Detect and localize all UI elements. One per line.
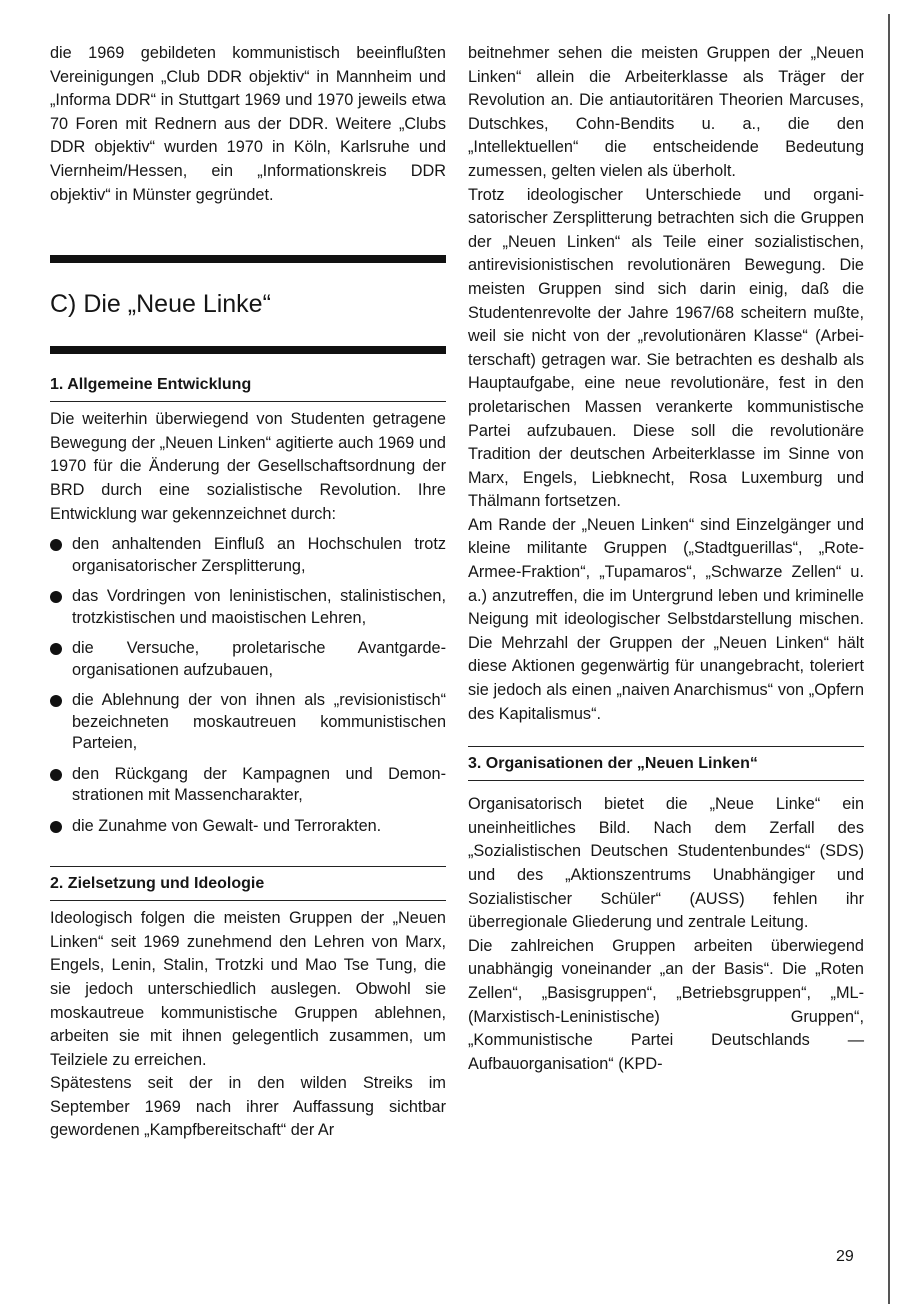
bullet-icon [50, 821, 62, 833]
paragraph-organisationen-1: Organisatorisch bietet die „Neue Linke“ ein uneinheitliches Bild. Nach dem Zerfall des „Sozialistischen Deutschen Studentenbundes“ (SDS) und des „Aktionszentrums Unabhängiger und Sozialistischer Schüler“ (AUSS) fehlen ihr überregionale Gliederung und zentrale Leitung. [468, 795, 864, 932]
paragraph-arbeitnehmer: beitnehmer sehen die meisten Gruppen der „Neuen Linken“ allein die Arbeiterklasse als Träger der Revolution an. Die antiautoritären Theorien Marcuses, Dutschkes, Cohn-Bendits u. a., die den „Intellektuellen“ die entscheidende Bedeutung zumessen, gelten vielen als überholt. [468, 44, 864, 180]
development-bullet-list [50, 534, 446, 837]
intro-paragraph: die 1969 gebildeten kommunistisch beeinflußten Vereinigungen „Club DDR objektiv“ in Mannheim und „Informa DDR“ in Stuttgart 1969 und 1970 jeweils etwa 70 Foren mit Rednern aus der DDR. Weitere „Clubs DDR objektiv“ wurden 1970 in Köln, Karlsruhe und Viernheim/Hessen, ein „Informationskreis DDR objektiv“ in Münster gegründet. [50, 44, 446, 204]
paragraph-zielsetzung-1: Ideologisch folgen die meisten Gruppen der „Neuen Linken“ seit 1969 zunehmend den Lehren von Marx, Engels, Lenin, Stalin, Trotzki und Mao Tse Tung, die sie jedoch unterschiedlich auslegen. Obwohl sie moskautreue kommunistische Gruppen ablehnen, arbeiten sie mit ihnen gelegentlich zusammen, um Teilziele zu erreichen. [50, 909, 446, 1069]
bullet-icon [50, 769, 62, 781]
bullet-icon [50, 539, 62, 551]
right-column [468, 42, 864, 1076]
list-item: die Ablehnung der von ihnen als „revisionistisch“ bezeichneten moskautreuen kommunistischen Parteien, [50, 690, 446, 755]
paragraph-militante-gruppen: Am Rande der „Neuen Linken“ sind Einzelgänger und kleine militante Gruppen („Stadtguerillas“, „Rote-Armee-Fraktion“, „Tupamaros“, „Schwarze Zellen“ u. a.) anzutreffen, die im Untergrund leben und kriminelle Neigung mit ideologischer Selbstdarstellung mischen. Die Mehrzahl der Gruppen der „Neuen Linken“ hält diese Aktionen gegenwärtig für unangebracht, toleriert sie jedoch als einen „naiven Anarchismus“ von „Opfern des Kapitalismus“. [468, 515, 864, 723]
section-bottom-bar [50, 346, 446, 354]
subheading-allgemeine-entwicklung: 1. Allgemeine Entwicklung [50, 368, 446, 402]
list-item: die Versuche, proletarische Avantgardeorganisationen aufzubauen, [50, 638, 446, 681]
bullet-icon [50, 643, 62, 655]
page-edge-shadow [888, 14, 890, 1304]
bullet-icon [50, 695, 62, 707]
subheading-organisationen: 3. Organisationen der „Neuen Linken“ [468, 747, 864, 781]
paragraph-allgemeine-entwicklung: Die weiterhin überwiegend von Studenten getragene Bewegung der „Neuen Linken“ agitierte auch 1969 und 1970 für die Änderung der Gesellschaftsordnung der BRD durch eine sozialistische Revolution. Ihre Entwicklung war gekennzeichnet durch: [50, 410, 446, 523]
subheading-zielsetzung: 2. Zielsetzung und Ideologie [50, 867, 446, 901]
paragraph-ideologische-unterschiede: Trotz ideologischer Unterschiede und organisatorischer Zersplitterung betrachten sich die Gruppen der „Neuen Linken“ als Teile einer sozialistischen, antirevisionistischen revolutionären Bewegung. Die meisten Gruppen sind sich darin einig, daß die Studentenrevolte der Jahre 1967/68 scheitern mußte, weil sie nicht von der „revolutionären Klasse“ (Arbeiterschaft) getragen war. Sie betrachten es deshalb als Hauptaufgabe, eine neue revolutionäre, fest in den proletarischen Massen verankerte kommunistische Partei aufzubauen. Diese soll die revolutionäre Tradition der deutschen Arbeiterklasse im Sinne von Marx, Engels, Liebknecht, Rosa Luxemburg und Thälmann fortsetzen. [468, 185, 864, 511]
section-title: C) Die „Neue Linke“ [50, 290, 271, 319]
page-number: 29 [836, 1248, 854, 1265]
list-item: den Rückgang der Kampagnen und Demonstrationen mit Massencharakter, [50, 764, 446, 807]
list-item: den anhaltenden Einfluß an Hochschulen trotz organisatorischer Zersplitterung, [50, 534, 446, 577]
left-column [50, 42, 446, 1143]
section-top-bar [50, 255, 446, 263]
list-item: das Vordringen von leninistischen, stalinistischen, trotzkistischen und maoistischen Lehren, [50, 586, 446, 629]
list-item: die Zunahme von Gewalt- und Terrorakten. [50, 816, 446, 838]
paragraph-organisationen-2: Die zahlreichen Gruppen arbeiten überwiegend unabhängig voneinander „an der Basis“. Die „Roten Zellen“, „Basisgruppen“, „Betriebsgruppen“, „ML-(Marxistisch-Leninistische) Gruppen“, „Kommunistische Partei Deutschlands — Aufbauorganisation“ (KPD- [468, 936, 864, 1073]
bullet-icon [50, 591, 62, 603]
paragraph-zielsetzung-2: Spätestens seit der in den wilden Streiks im September 1969 nach ihrer Auffassung sichtbar gewordenen „Kampfbereitschaft“ der Ar [50, 1074, 446, 1140]
